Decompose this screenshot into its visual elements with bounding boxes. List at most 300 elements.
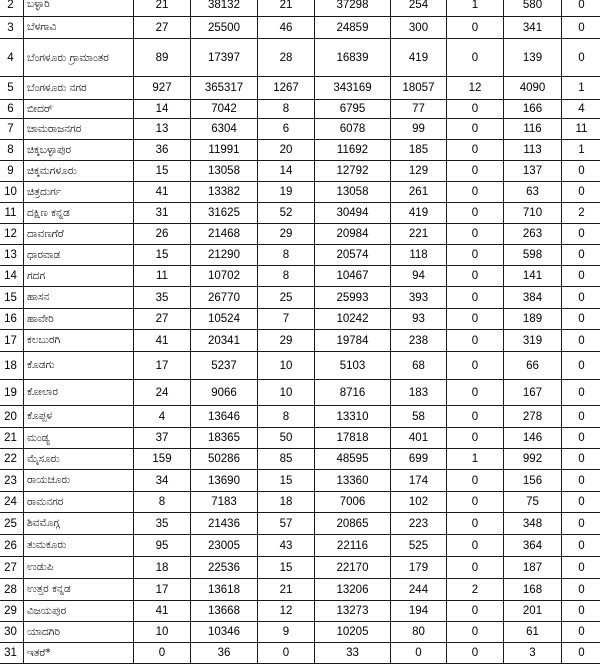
- cell-count-c8: 0: [562, 224, 600, 245]
- cell-count-c4: 13273: [315, 601, 391, 622]
- cell-count-c1: 41: [134, 601, 191, 622]
- cell-count-c4: 5103: [315, 352, 391, 380]
- cell-count-c1: 17: [134, 352, 191, 380]
- cell-count-c7: 116: [504, 119, 562, 140]
- cell-district-name: ಇತರೆ*: [24, 643, 134, 664]
- cell-count-c2: 23005: [191, 535, 258, 557]
- cell-count-c1: 35: [134, 513, 191, 535]
- cell-count-c4: 8716: [315, 380, 391, 406]
- cell-count-c5: 183: [391, 380, 447, 406]
- table-row: [0, 77, 600, 100]
- table-row: [0, 470, 600, 492]
- cell-count-c5: 238: [391, 330, 447, 352]
- cell-district-name: ಉಡುಪಿ: [24, 557, 134, 579]
- cell-count-c3: 46: [258, 17, 315, 39]
- cell-count-c4: 343169: [315, 77, 391, 100]
- cell-district-name: ಚಿತ್ರದುರ್ಗ: [24, 182, 134, 203]
- cell-district-name: ಬೆಳಗಾವಿ: [24, 17, 134, 39]
- cell-count-c2: 21436: [191, 513, 258, 535]
- cell-district-name: ಮೈಸೂರು: [24, 449, 134, 470]
- cell-count-c2: 31625: [191, 203, 258, 224]
- cell-count-c1: 41: [134, 330, 191, 352]
- cell-district-name: ಬೆಂಗಳೂರು ನಗರ: [24, 77, 134, 100]
- cell-count-c1: 15: [134, 245, 191, 266]
- cell-count-c5: 80: [391, 622, 447, 643]
- cell-count-c5: 174: [391, 470, 447, 492]
- cell-count-c2: 10524: [191, 309, 258, 330]
- cell-serial-number: 3: [0, 17, 24, 39]
- cell-count-c7: 992: [504, 449, 562, 470]
- cell-count-c7: 166: [504, 100, 562, 119]
- cell-serial-number: 7: [0, 119, 24, 140]
- cell-count-c4: 13360: [315, 470, 391, 492]
- cell-count-c4: 20984: [315, 224, 391, 245]
- cell-district-name: ದಾವಣಗೆರೆ: [24, 224, 134, 245]
- cell-count-c7: 710: [504, 203, 562, 224]
- cell-count-c5: 261: [391, 182, 447, 203]
- cell-count-c5: 244: [391, 579, 447, 601]
- cell-count-c5: 118: [391, 245, 447, 266]
- table-row: [0, 449, 600, 470]
- cell-count-c2: 21468: [191, 224, 258, 245]
- table-row: [0, 203, 600, 224]
- cell-serial-number: 21: [0, 428, 24, 449]
- cell-count-c5: 94: [391, 266, 447, 287]
- cell-count-c3: 6: [258, 119, 315, 140]
- table-row: [0, 352, 600, 380]
- cell-serial-number: 26: [0, 535, 24, 557]
- cell-count-c3: 7: [258, 309, 315, 330]
- cell-count-c5: 525: [391, 535, 447, 557]
- cell-count-c6: 0: [447, 287, 504, 309]
- cell-count-c3: 8: [258, 406, 315, 428]
- cell-count-c1: 13: [134, 119, 191, 140]
- cell-count-c7: 278: [504, 406, 562, 428]
- cell-count-c7: 146: [504, 428, 562, 449]
- table-row: [0, 557, 600, 579]
- cell-serial-number: 9: [0, 161, 24, 182]
- cell-count-c6: 0: [447, 203, 504, 224]
- cell-count-c4: 10242: [315, 309, 391, 330]
- cell-count-c4: 24859: [315, 17, 391, 39]
- cell-count-c1: 10: [134, 622, 191, 643]
- cell-count-c8: 0: [562, 406, 600, 428]
- cell-count-c2: 11991: [191, 140, 258, 161]
- cell-district-name: ರಾಯಚೂರು: [24, 470, 134, 492]
- cell-count-c2: 10702: [191, 266, 258, 287]
- cell-count-c3: 9: [258, 622, 315, 643]
- cell-count-c3: 19: [258, 182, 315, 203]
- cell-count-c7: 364: [504, 535, 562, 557]
- cell-count-c4: 22116: [315, 535, 391, 557]
- table-row: [0, 100, 600, 119]
- cell-count-c1: 35: [134, 287, 191, 309]
- cell-count-c1: 17: [134, 579, 191, 601]
- cell-district-name: ಚಿಕ್ಕಬಳ್ಳಾಪುರ: [24, 140, 134, 161]
- table-row: [0, 39, 600, 77]
- cell-count-c7: 61: [504, 622, 562, 643]
- cell-count-c6: 0: [447, 119, 504, 140]
- cell-count-c5: 179: [391, 557, 447, 579]
- cell-count-c7: 201: [504, 601, 562, 622]
- cell-serial-number: 29: [0, 601, 24, 622]
- cell-serial-number: 25: [0, 513, 24, 535]
- cell-count-c3: 29: [258, 330, 315, 352]
- cell-count-c1: 18: [134, 557, 191, 579]
- cell-count-c1: 24: [134, 380, 191, 406]
- cell-count-c2: 13058: [191, 161, 258, 182]
- cell-count-c2: 38132: [191, 0, 258, 17]
- cell-serial-number: 5: [0, 77, 24, 100]
- cell-count-c8: 11: [562, 119, 600, 140]
- table-row: [0, 406, 600, 428]
- cell-count-c5: 102: [391, 492, 447, 513]
- cell-count-c3: 10: [258, 380, 315, 406]
- cell-count-c8: 0: [562, 579, 600, 601]
- cell-count-c4: 19784: [315, 330, 391, 352]
- cell-count-c2: 13618: [191, 579, 258, 601]
- cell-district-name: ಕೊಪ್ಪಳ: [24, 406, 134, 428]
- cell-count-c5: 419: [391, 39, 447, 77]
- cell-count-c5: 254: [391, 0, 447, 17]
- cell-count-c2: 17397: [191, 39, 258, 77]
- cell-count-c6: 12: [447, 77, 504, 100]
- cell-count-c4: 10205: [315, 622, 391, 643]
- cell-count-c3: 20: [258, 140, 315, 161]
- cell-count-c2: 13646: [191, 406, 258, 428]
- cell-count-c2: 18365: [191, 428, 258, 449]
- cell-count-c3: 14: [258, 161, 315, 182]
- cell-count-c6: 0: [447, 17, 504, 39]
- cell-count-c2: 26770: [191, 287, 258, 309]
- cell-district-name: ಶಿವಮೊಗ್ಗ: [24, 513, 134, 535]
- cell-serial-number: 23: [0, 470, 24, 492]
- cell-count-c4: 16839: [315, 39, 391, 77]
- cell-count-c8: 0: [562, 309, 600, 330]
- cell-count-c7: 341: [504, 17, 562, 39]
- cell-count-c7: 263: [504, 224, 562, 245]
- cell-count-c1: 14: [134, 100, 191, 119]
- cell-count-c7: 137: [504, 161, 562, 182]
- table-row: [0, 579, 600, 601]
- cell-serial-number: 18: [0, 352, 24, 380]
- cell-count-c3: 15: [258, 470, 315, 492]
- cell-count-c6: 0: [447, 161, 504, 182]
- table-row: [0, 287, 600, 309]
- cell-count-c8: 0: [562, 449, 600, 470]
- cell-count-c2: 10346: [191, 622, 258, 643]
- cell-count-c6: 0: [447, 643, 504, 664]
- cell-count-c5: 93: [391, 309, 447, 330]
- cell-serial-number: 31: [0, 643, 24, 664]
- cell-district-name: ಮಂಡ್ಯ: [24, 428, 134, 449]
- cell-count-c1: 41: [134, 182, 191, 203]
- cell-district-name: ಚಿಕ್ಕಮಗಳೂರು: [24, 161, 134, 182]
- cell-count-c5: 58: [391, 406, 447, 428]
- cell-count-c8: 4: [562, 100, 600, 119]
- cell-serial-number: 13: [0, 245, 24, 266]
- cell-count-c8: 0: [562, 39, 600, 77]
- cell-serial-number: 24: [0, 492, 24, 513]
- cell-count-c3: 29: [258, 224, 315, 245]
- cell-count-c4: 30494: [315, 203, 391, 224]
- cell-count-c4: 20574: [315, 245, 391, 266]
- cell-count-c8: 0: [562, 330, 600, 352]
- cell-count-c3: 10: [258, 352, 315, 380]
- cell-count-c2: 6304: [191, 119, 258, 140]
- cell-count-c6: 0: [447, 352, 504, 380]
- cell-count-c7: 139: [504, 39, 562, 77]
- table-row: [0, 330, 600, 352]
- cell-count-c4: 48595: [315, 449, 391, 470]
- cell-serial-number: 20: [0, 406, 24, 428]
- cell-count-c4: 13310: [315, 406, 391, 428]
- cell-count-c4: 17818: [315, 428, 391, 449]
- cell-count-c1: 0: [134, 643, 191, 664]
- cell-count-c8: 0: [562, 352, 600, 380]
- cell-district-name: ಗದಗ: [24, 266, 134, 287]
- cell-count-c5: 99: [391, 119, 447, 140]
- cell-district-name: ಬಳ್ಳಾರಿ: [24, 0, 134, 17]
- cell-district-name: ಯಾದಗಿರಿ: [24, 622, 134, 643]
- cell-serial-number: 28: [0, 579, 24, 601]
- cell-count-c8: 0: [562, 492, 600, 513]
- cell-count-c6: 0: [447, 601, 504, 622]
- cell-count-c4: 22170: [315, 557, 391, 579]
- cell-count-c6: 0: [447, 622, 504, 643]
- cell-count-c7: 66: [504, 352, 562, 380]
- cell-count-c6: 0: [447, 224, 504, 245]
- cell-count-c7: 319: [504, 330, 562, 352]
- cell-count-c3: 8: [258, 100, 315, 119]
- cell-count-c4: 20865: [315, 513, 391, 535]
- table-row: [0, 161, 600, 182]
- cell-count-c3: 57: [258, 513, 315, 535]
- cell-count-c7: 63: [504, 182, 562, 203]
- cell-count-c5: 0: [391, 643, 447, 664]
- cell-count-c5: 185: [391, 140, 447, 161]
- cell-count-c6: 0: [447, 513, 504, 535]
- cell-count-c3: 52: [258, 203, 315, 224]
- cell-count-c1: 37: [134, 428, 191, 449]
- cell-count-c3: 85: [258, 449, 315, 470]
- cell-count-c2: 22536: [191, 557, 258, 579]
- cell-count-c8: 0: [562, 182, 600, 203]
- cell-count-c8: 0: [562, 470, 600, 492]
- cell-count-c7: 141: [504, 266, 562, 287]
- cell-district-name: ಹಾಸನ: [24, 287, 134, 309]
- cell-count-c2: 9066: [191, 380, 258, 406]
- cell-count-c2: 365317: [191, 77, 258, 100]
- cell-serial-number: 30: [0, 622, 24, 643]
- cell-count-c5: 221: [391, 224, 447, 245]
- cell-serial-number: 11: [0, 203, 24, 224]
- cell-count-c8: 0: [562, 557, 600, 579]
- table-row: [0, 266, 600, 287]
- cell-serial-number: 17: [0, 330, 24, 352]
- cell-serial-number: 8: [0, 140, 24, 161]
- cell-serial-number: 4: [0, 39, 24, 77]
- cell-count-c2: 5237: [191, 352, 258, 380]
- cell-district-name: ಹಾವೇರಿ: [24, 309, 134, 330]
- cell-count-c3: 25: [258, 287, 315, 309]
- cell-count-c3: 43: [258, 535, 315, 557]
- table-row: [0, 492, 600, 513]
- cell-count-c2: 36: [191, 643, 258, 664]
- cell-count-c4: 7006: [315, 492, 391, 513]
- table-row: [0, 622, 600, 643]
- cell-count-c1: 21: [134, 0, 191, 17]
- table-row: [0, 140, 600, 161]
- cell-count-c2: 50286: [191, 449, 258, 470]
- cell-count-c7: 598: [504, 245, 562, 266]
- cell-count-c3: 18: [258, 492, 315, 513]
- cell-count-c1: 11: [134, 266, 191, 287]
- table-row: [0, 643, 600, 664]
- cell-count-c2: 13668: [191, 601, 258, 622]
- table-row: [0, 513, 600, 535]
- cell-count-c8: 1: [562, 77, 600, 100]
- cell-count-c3: 0: [258, 643, 315, 664]
- cell-count-c6: 0: [447, 557, 504, 579]
- cell-serial-number: 14: [0, 266, 24, 287]
- cell-count-c6: 0: [447, 309, 504, 330]
- cell-count-c4: 12792: [315, 161, 391, 182]
- table-row: [0, 380, 600, 406]
- cell-count-c5: 194: [391, 601, 447, 622]
- cell-count-c8: 0: [562, 622, 600, 643]
- cell-count-c4: 13058: [315, 182, 391, 203]
- cell-district-name: ಕೊಡಗು: [24, 352, 134, 380]
- table-row: [0, 428, 600, 449]
- cell-count-c3: 21: [258, 579, 315, 601]
- cell-count-c4: 6078: [315, 119, 391, 140]
- cell-count-c1: 27: [134, 17, 191, 39]
- cell-count-c5: 223: [391, 513, 447, 535]
- cell-count-c1: 159: [134, 449, 191, 470]
- cell-serial-number: 10: [0, 182, 24, 203]
- cell-count-c4: 37298: [315, 0, 391, 17]
- cell-count-c6: 1: [447, 0, 504, 17]
- cell-count-c7: 4090: [504, 77, 562, 100]
- cell-count-c6: 0: [447, 266, 504, 287]
- cell-count-c6: 0: [447, 245, 504, 266]
- cell-count-c5: 300: [391, 17, 447, 39]
- cell-count-c4: 25993: [315, 287, 391, 309]
- cell-count-c5: 419: [391, 203, 447, 224]
- cell-count-c7: 189: [504, 309, 562, 330]
- cell-count-c7: 168: [504, 579, 562, 601]
- cell-count-c8: 0: [562, 266, 600, 287]
- cell-count-c5: 68: [391, 352, 447, 380]
- cell-count-c8: 1: [562, 140, 600, 161]
- cell-count-c3: 8: [258, 245, 315, 266]
- cell-count-c2: 13382: [191, 182, 258, 203]
- cell-serial-number: 12: [0, 224, 24, 245]
- cell-serial-number: 15: [0, 287, 24, 309]
- cell-count-c5: 129: [391, 161, 447, 182]
- cell-count-c7: 187: [504, 557, 562, 579]
- cell-count-c1: 4: [134, 406, 191, 428]
- cell-count-c8: 0: [562, 428, 600, 449]
- cell-count-c7: 384: [504, 287, 562, 309]
- cell-district-name: ಚಾಮರಾಜನಗರ: [24, 119, 134, 140]
- cell-count-c6: 0: [447, 39, 504, 77]
- cell-count-c3: 12: [258, 601, 315, 622]
- cell-district-name: ದಕ್ಷಿಣ ಕನ್ನಡ: [24, 203, 134, 224]
- cell-count-c1: 34: [134, 470, 191, 492]
- table-row: [0, 245, 600, 266]
- cell-count-c6: 0: [447, 330, 504, 352]
- cell-count-c8: 0: [562, 161, 600, 182]
- cell-serial-number: 6: [0, 100, 24, 119]
- cell-district-name: ಧಾರವಾಡ: [24, 245, 134, 266]
- cell-count-c2: 25500: [191, 17, 258, 39]
- cell-district-name: ತುಮಕೂರು: [24, 535, 134, 557]
- cell-serial-number: 2: [0, 0, 24, 17]
- cell-count-c7: 348: [504, 513, 562, 535]
- cell-count-c1: 927: [134, 77, 191, 100]
- table-row: [0, 601, 600, 622]
- cell-serial-number: 27: [0, 557, 24, 579]
- cell-count-c1: 15: [134, 161, 191, 182]
- cell-count-c1: 31: [134, 203, 191, 224]
- cell-count-c3: 1267: [258, 77, 315, 100]
- cell-count-c3: 28: [258, 39, 315, 77]
- cell-district-name: ಉತ್ತರ ಕನ್ನಡ: [24, 579, 134, 601]
- cell-count-c8: 0: [562, 513, 600, 535]
- cell-count-c1: 36: [134, 140, 191, 161]
- cell-count-c4: 6795: [315, 100, 391, 119]
- table-row: [0, 535, 600, 557]
- cell-serial-number: 19: [0, 380, 24, 406]
- cell-district-name: ಕೋಲಾರ: [24, 380, 134, 406]
- cell-count-c8: 0: [562, 601, 600, 622]
- cell-district-name: ಬೆಂಗಳೂರು ಗ್ರಾಮಾಂತರ: [24, 39, 134, 77]
- cell-count-c6: 0: [447, 535, 504, 557]
- cell-district-name: ಬೀದರ್: [24, 100, 134, 119]
- cell-count-c3: 21: [258, 0, 315, 17]
- cell-count-c4: 10467: [315, 266, 391, 287]
- cell-count-c8: 2: [562, 203, 600, 224]
- cell-count-c6: 0: [447, 380, 504, 406]
- cell-count-c2: 21290: [191, 245, 258, 266]
- cell-district-name: ರಾಮನಗರ: [24, 492, 134, 513]
- cell-count-c6: 0: [447, 492, 504, 513]
- cell-count-c5: 77: [391, 100, 447, 119]
- cell-count-c1: 95: [134, 535, 191, 557]
- cell-count-c6: 0: [447, 100, 504, 119]
- cell-count-c8: 0: [562, 643, 600, 664]
- table-row: [0, 0, 600, 17]
- cell-count-c5: 401: [391, 428, 447, 449]
- cell-district-name: ವಿಜಯಪುರ: [24, 601, 134, 622]
- cell-count-c6: 0: [447, 140, 504, 161]
- cell-count-c6: 0: [447, 470, 504, 492]
- cell-count-c1: 27: [134, 309, 191, 330]
- cell-count-c4: 13206: [315, 579, 391, 601]
- table-row: [0, 309, 600, 330]
- cell-count-c7: 75: [504, 492, 562, 513]
- cell-count-c1: 89: [134, 39, 191, 77]
- cell-count-c7: 156: [504, 470, 562, 492]
- cell-count-c3: 15: [258, 557, 315, 579]
- table-row: [0, 182, 600, 203]
- cell-count-c6: 2: [447, 579, 504, 601]
- cell-count-c1: 26: [134, 224, 191, 245]
- cell-count-c4: 11692: [315, 140, 391, 161]
- cell-count-c5: 699: [391, 449, 447, 470]
